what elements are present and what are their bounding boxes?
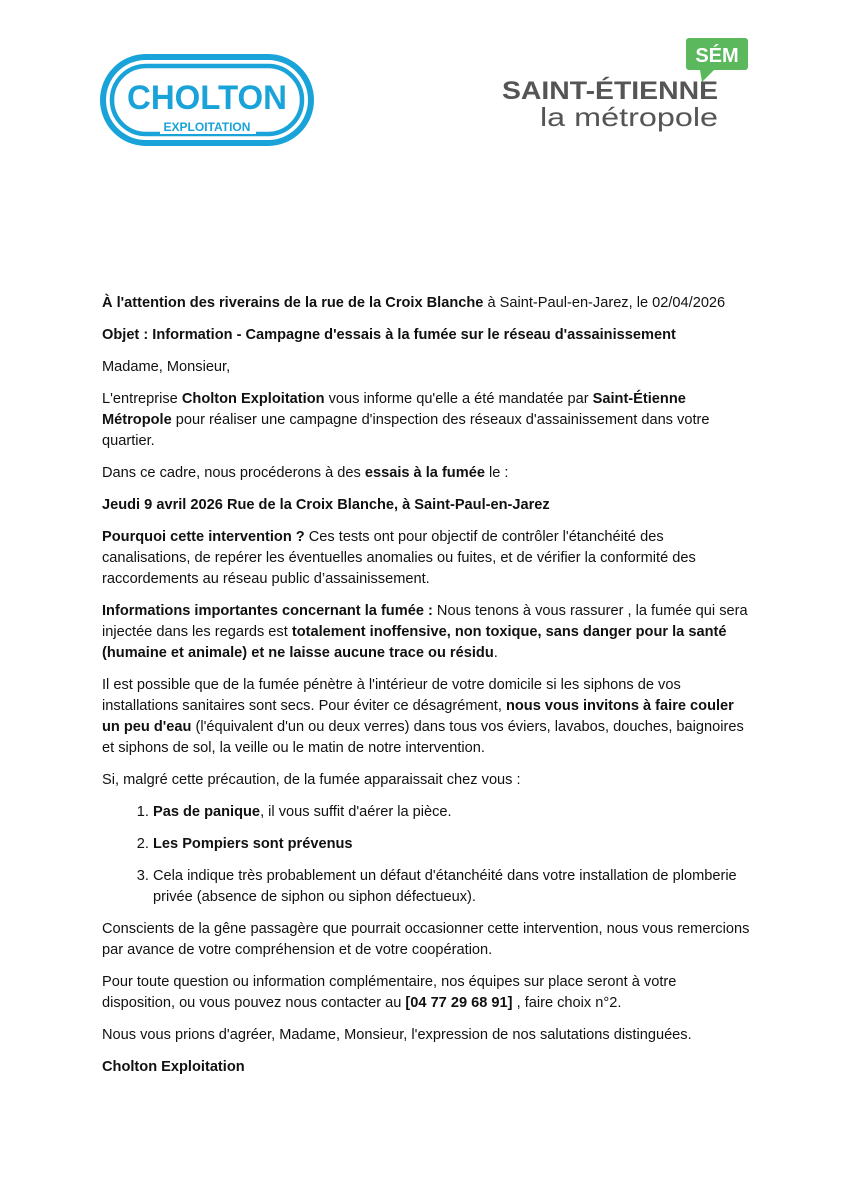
context-paragraph: Dans ce cadre, nous procéderons à des essais à la fumée le : <box>102 465 509 481</box>
object-line: Objet : Information - Campagne d'essais à la fumée sur le réseau d'assainissement <box>102 327 676 343</box>
why-paragraph: Pourquoi cette intervention ? Ces tests ont pour objectif de contrôler l'étanchéité des canalisations, de repérer les éventuelles anomalies ou fuites, et de vérifier la conformité des raccordements au réseau public d’assainissement. <box>102 529 696 587</box>
se-logo-line2: la métropole <box>540 102 718 132</box>
cholton-logo <box>100 54 314 146</box>
signature: Cholton Exploitation <box>102 1059 245 1075</box>
list-item: 3. Cela indique très probablement un défaut d'étanchéité dans votre installation de plomberie privée (absence de siphon ou siphon défectueux). <box>153 866 752 908</box>
list-item: 1. Pas de panique, il vous suffit d'aérer la pièce. <box>153 802 752 823</box>
saint-etienne-metropole-logo <box>500 36 750 136</box>
cholton-logo-sub: EXPLOITATION <box>163 120 251 134</box>
cholton-logo-name: CHOLTON <box>127 79 287 117</box>
greeting: Madame, Monsieur, <box>102 359 231 375</box>
possible-paragraph: Il est possible que de la fumée pénètre à l'intérieur de votre domicile si les siphons de vos installations sanitaires sont secs. Pour éviter ce désagrément, nous vous invitons à faire couler un peu d'eau (l'équivalent d'un ou deux verres) dans tous vos éviers, lavabos, douches, baignoires et siphons de sol, la veille ou le matin de notre intervention. <box>102 677 744 756</box>
letter-body <box>102 293 752 1089</box>
if-smoke-paragraph: Si, malgré cette précaution, de la fumée apparaissait chez vous : <box>102 772 521 788</box>
date-line: Jeudi 9 avril 2026 Rue de la Croix Blanche, à Saint-Paul-en-Jarez <box>102 497 550 513</box>
list-item: 2. Les Pompiers sont prévenus <box>153 834 752 855</box>
se-logo-line1: SAINT-ÉTIENNE <box>502 77 693 105</box>
contact-paragraph: Pour toute question ou information complémentaire, nos équipes sur place seront à votre disposition, ou vous pouvez nous contacter au [04 77 29 68 91] , faire choix n°2. <box>102 974 677 1011</box>
steps-list <box>102 802 752 908</box>
sem-badge-text: SÉM <box>695 45 739 67</box>
closing-paragraph: Nous vous prions d'agréer, Madame, Monsieur, l'expression de nos salutations distinguées. <box>102 1027 692 1043</box>
recipient-line: À l'attention des riverains de la rue de la Croix Blanche à Saint-Paul-en-Jarez, le 02/04/2026 <box>102 295 726 311</box>
intro-paragraph: L'entreprise Cholton Exploitation vous informe qu'elle a été mandatée par Saint-Étienne Métropole pour réaliser une campagne d'inspection des réseaux d'assainissement dans votre quartier. <box>102 391 710 449</box>
info-paragraph: Informations importantes concernant la fumée : Nous tenons à vous rassurer , la fumée qui sera injectée dans les regards est totalement inoffensive, non toxique, sans danger pour la santé (humaine et animale) et ne laisse aucune trace ou résidu. <box>102 603 748 661</box>
thanks-paragraph: Conscients de la gêne passagère que pourrait occasionner cette intervention, nous vous remercions par avance de votre compréhension et de votre coopération. <box>102 921 750 958</box>
